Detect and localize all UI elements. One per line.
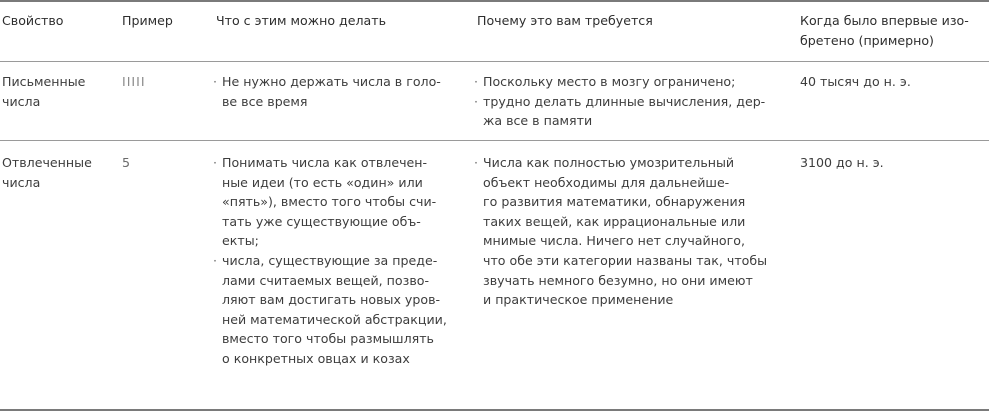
header-line: Почему это вам требуется [477,13,653,28]
row2-property [2,153,92,192]
bullet-item [474,153,767,310]
cell-line: числа [2,93,41,109]
header-example [122,11,173,31]
item-line: вместо того чтобы размышлять [222,331,434,347]
bullet-item [213,251,447,369]
bullet-icon: · [213,74,218,89]
bullet-item [213,72,441,111]
item-line: ные идеи (то есть «один» или [222,174,423,190]
row2-what [213,153,447,369]
item-line: звучать немного безумно, но они имеют [483,272,753,288]
item-line: о конкретных овцах и козах [222,350,410,366]
row1-when: 40 тысяч до н. э. [800,74,911,89]
bullet-icon: · [213,252,218,268]
item-line: го развития математики, обнаружения [483,194,746,210]
item-line: таких вещей, как иррациональные или [483,213,746,229]
item-line: тать уже существующие объ- [222,213,421,229]
item-line: ве все время [222,93,308,109]
cell-line: Отвлеченные [2,155,92,170]
header-line: Свойство [2,13,64,28]
bullet-icon: · [474,93,479,109]
item-line: числа, существующие за преде- [222,252,438,268]
item-line: трудно делать длинные вычисления, дер- [483,93,766,109]
item-line: что обе эти категории названы так, чтобы [483,252,768,268]
item-line: ляют вам достигать новых уров- [222,292,441,308]
bullet-item [474,92,765,131]
header-line: Пример [122,13,173,28]
row2-when: 3100 до н. э. [800,155,884,170]
row1-what [213,72,441,111]
bullet-icon: · [474,155,479,170]
item-line: Понимать числа как отвлечен- [222,155,428,170]
cell-line: Письменные [2,74,86,89]
bullet-icon: · [474,74,479,89]
item-line: ней математической абстракции, [222,311,447,327]
item-line: Поскольку место в мозгу ограничено; [483,74,736,89]
header-divider [0,61,989,62]
item-line: мнимые числа. Ничего нет случайного, [483,233,745,249]
header-what [216,11,386,31]
header-property [2,11,64,31]
item-line: «пять»), вместо того чтобы счи- [222,194,437,210]
header-why [477,11,653,31]
table-bottom-rule [0,409,989,411]
header-line: Когда было впервые изо- [800,13,969,28]
row-divider [0,140,989,141]
item-line: екты; [222,233,259,249]
header-when [800,11,969,50]
table-top-rule [0,0,989,2]
bullet-item [474,72,765,92]
row2-why [474,153,767,310]
cell-line: числа [2,174,41,190]
bullet-item [213,153,447,251]
row1-property [2,72,85,111]
item-line: Не нужно держать числа в голо- [222,74,441,89]
row1-why [474,72,765,131]
bullet-icon: · [213,155,218,170]
row2-example: 5 [122,155,131,170]
header-line: Что с этим можно делать [216,13,387,28]
item-line: жа все в памяти [483,113,593,129]
header-line: бретено (примерно) [800,32,934,48]
item-line: лами считаемых вещей, позво- [222,272,429,288]
row1-example: IIIII [122,74,146,89]
item-line: Числа как полностью умозрительный [483,155,735,170]
item-line: и практическое применение [483,292,674,308]
item-line: объект необходимы для дальнейше- [483,174,730,190]
